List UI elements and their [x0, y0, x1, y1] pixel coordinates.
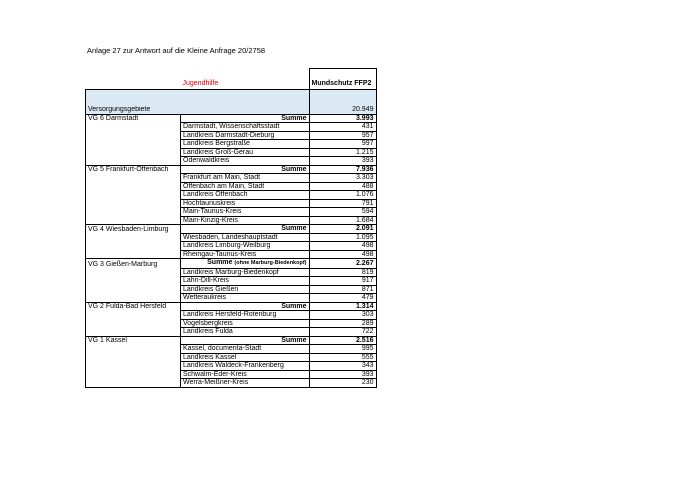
region-sum-cell — [181, 114, 310, 123]
district-name: Schwalm-Eder-Kreis — [181, 370, 310, 379]
district-value: 289 — [309, 319, 376, 328]
district-name: Landkreis Kassel — [181, 353, 310, 362]
spacer-cell — [86, 216, 181, 225]
district-name: Landkreis Offenbach — [181, 191, 310, 200]
district-value: 722 — [309, 328, 376, 337]
region-total: 2.516 — [309, 336, 376, 345]
district-row — [86, 328, 377, 337]
spacer-cell — [86, 268, 181, 277]
sum-label: Summe — [207, 259, 233, 266]
district-name: Vogelsbergkreis — [181, 319, 310, 328]
district-row — [86, 148, 377, 157]
region-total: 1.314 — [309, 302, 376, 311]
row-label: Versorgungsgebiete — [86, 106, 181, 114]
region-name: VG 1 Kassel — [86, 336, 181, 345]
region-row — [86, 302, 377, 311]
spacer-cell — [86, 319, 181, 328]
region-sum-cell — [181, 336, 310, 345]
spacer-cell — [86, 157, 181, 166]
district-name: Rheingau-Taunus-Kreis — [181, 250, 310, 259]
district-value: 3.303 — [309, 174, 376, 183]
district-row — [86, 250, 377, 259]
district-name: Lahn-Dill-Kreis — [181, 277, 310, 286]
spacer-cell — [181, 106, 310, 114]
district-row — [86, 174, 377, 183]
district-row — [86, 362, 377, 371]
spacer-cell — [86, 90, 181, 107]
region-total: 7.936 — [309, 165, 376, 174]
region-name: VG 4 Wiesbaden-Limburg — [86, 225, 181, 234]
district-name: Landkreis Waldeck-Frankenberg — [181, 362, 310, 371]
district-value: 303 — [309, 311, 376, 320]
region-sum-cell — [181, 165, 310, 174]
district-value: 393 — [309, 370, 376, 379]
spacer-cell — [86, 78, 181, 90]
district-row — [86, 311, 377, 320]
sum-label: Summe — [281, 225, 307, 232]
header-spacer-row — [86, 69, 377, 79]
spacer-cell — [86, 370, 181, 379]
district-value: 995 — [309, 345, 376, 354]
spacer-cell — [86, 69, 181, 79]
spacer-cell — [309, 69, 376, 79]
region-name: VG 5 Frankfurt-Offenbach — [86, 165, 181, 174]
district-row — [86, 294, 377, 303]
spacer-cell — [86, 294, 181, 303]
sum-label: Summe — [281, 336, 307, 344]
spacer-cell — [86, 250, 181, 259]
district-value: 1.684 — [309, 216, 376, 225]
spacer-cell — [86, 174, 181, 183]
region-row — [86, 165, 377, 174]
spacer-cell — [86, 285, 181, 294]
spacer-cell — [86, 277, 181, 286]
spacer-cell — [86, 199, 181, 208]
district-name: Werra-Meißner-Kreis — [181, 379, 310, 388]
district-row — [86, 191, 377, 200]
spacer-cell — [86, 140, 181, 149]
category-label: Jugendhilfe — [182, 80, 219, 87]
district-row — [86, 353, 377, 362]
region-total: 2.091 — [309, 225, 376, 234]
district-name: Darmstadt, Wissenschaftsstadt — [181, 123, 310, 132]
header-total-row — [86, 106, 377, 114]
district-name: Landkreis Limburg-Weilburg — [181, 242, 310, 251]
district-name: Wiesbaden, Landeshauptstadt — [181, 233, 310, 242]
district-row — [86, 379, 377, 388]
header-label-row — [86, 78, 377, 90]
district-name: Frankfurt am Main, Stadt — [181, 174, 310, 183]
district-row — [86, 285, 377, 294]
region-row — [86, 114, 377, 123]
spacer-cell — [309, 90, 376, 107]
grand-total: 20.949 — [309, 106, 376, 114]
spacer-cell — [86, 353, 181, 362]
spacer-cell — [86, 148, 181, 157]
sum-label: Summe — [281, 114, 307, 122]
spacer-cell — [86, 311, 181, 320]
region-sum-cell — [181, 259, 310, 269]
district-row — [86, 277, 377, 286]
district-row — [86, 268, 377, 277]
spacer-cell — [181, 69, 310, 79]
district-row — [86, 242, 377, 251]
district-value: 498 — [309, 242, 376, 251]
distribution-table-container — [85, 68, 377, 388]
region-sum-cell — [181, 225, 310, 234]
district-name: Odenwaldkreis — [181, 157, 310, 166]
spacer-cell — [86, 328, 181, 337]
spacer-cell — [86, 131, 181, 140]
district-value: 957 — [309, 131, 376, 140]
district-name: Landkreis Gießen — [181, 285, 310, 294]
district-name: Offenbach am Main, Stadt — [181, 182, 310, 191]
district-name: Landkreis Fulda — [181, 328, 310, 337]
district-value: 594 — [309, 208, 376, 217]
district-row — [86, 123, 377, 132]
district-row — [86, 140, 377, 149]
sum-label: Summe — [281, 302, 307, 310]
district-value: 871 — [309, 285, 376, 294]
district-value: 431 — [309, 123, 376, 132]
region-row — [86, 336, 377, 345]
district-value: 917 — [309, 277, 376, 286]
district-name: Landkreis Groß-Gerau — [181, 148, 310, 157]
district-row — [86, 370, 377, 379]
spacer-cell — [86, 191, 181, 200]
spacer-cell — [86, 233, 181, 242]
district-value: 1.076 — [309, 191, 376, 200]
distribution-table — [85, 68, 377, 388]
district-name: Landkreis Darmstadt-Dieburg — [181, 131, 310, 140]
district-row — [86, 208, 377, 217]
district-name: Wetteraukreis — [181, 294, 310, 303]
district-name: Landkreis Marburg-Biedenkopf — [181, 268, 310, 277]
district-value: 555 — [309, 353, 376, 362]
district-value: 1.095 — [309, 233, 376, 242]
district-name: Main-Taunus-Kreis — [181, 208, 310, 217]
district-value: 819 — [309, 268, 376, 277]
region-row — [86, 225, 377, 234]
spacer-cell — [86, 379, 181, 388]
sum-label: Summe — [281, 165, 307, 173]
district-name: Kassel, documenta-Stadt — [181, 345, 310, 354]
region-sum-cell — [181, 302, 310, 311]
spacer-cell — [86, 123, 181, 132]
spacer-cell — [86, 242, 181, 251]
district-row — [86, 157, 377, 166]
district-row — [86, 345, 377, 354]
district-name: Landkreis Bergstraße — [181, 140, 310, 149]
district-name: Landkreis Hersfeld-Rotenburg — [181, 311, 310, 320]
region-name: VG 2 Fulda-Bad Hersfeld — [86, 302, 181, 311]
region-name: VG 6 Darmstadt — [86, 114, 181, 123]
district-row — [86, 319, 377, 328]
spacer-cell — [181, 90, 310, 107]
column-title: Mundschutz FFP2 — [309, 78, 376, 90]
district-value: 479 — [309, 294, 376, 303]
district-row — [86, 233, 377, 242]
sum-note: (ohne Marburg-Biedenkopf) — [234, 260, 307, 266]
district-value: 1.215 — [309, 148, 376, 157]
header-blue-row — [86, 90, 377, 107]
document-caption: Anlage 27 zur Antwort auf die Kleine Anfrage 20/2758 — [87, 46, 266, 55]
spacer-cell — [86, 362, 181, 371]
district-value: 393 — [309, 157, 376, 166]
spacer-cell — [86, 208, 181, 217]
district-value: 791 — [309, 199, 376, 208]
district-name: Main-Kinzig-Kreis — [181, 216, 310, 225]
spacer-cell — [86, 182, 181, 191]
district-row — [86, 216, 377, 225]
district-row — [86, 199, 377, 208]
region-row — [86, 259, 377, 269]
district-value: 498 — [309, 250, 376, 259]
spacer-cell — [86, 345, 181, 354]
region-total: 2.267 — [309, 259, 376, 269]
district-row — [86, 182, 377, 191]
district-value: 488 — [309, 182, 376, 191]
district-value: 343 — [309, 362, 376, 371]
region-name: VG 3 Gießen-Marburg — [86, 259, 181, 269]
region-total: 3.993 — [309, 114, 376, 123]
district-value: 997 — [309, 140, 376, 149]
district-row — [86, 131, 377, 140]
district-value: 230 — [309, 379, 376, 388]
district-name: Hochtaunuskreis — [181, 199, 310, 208]
